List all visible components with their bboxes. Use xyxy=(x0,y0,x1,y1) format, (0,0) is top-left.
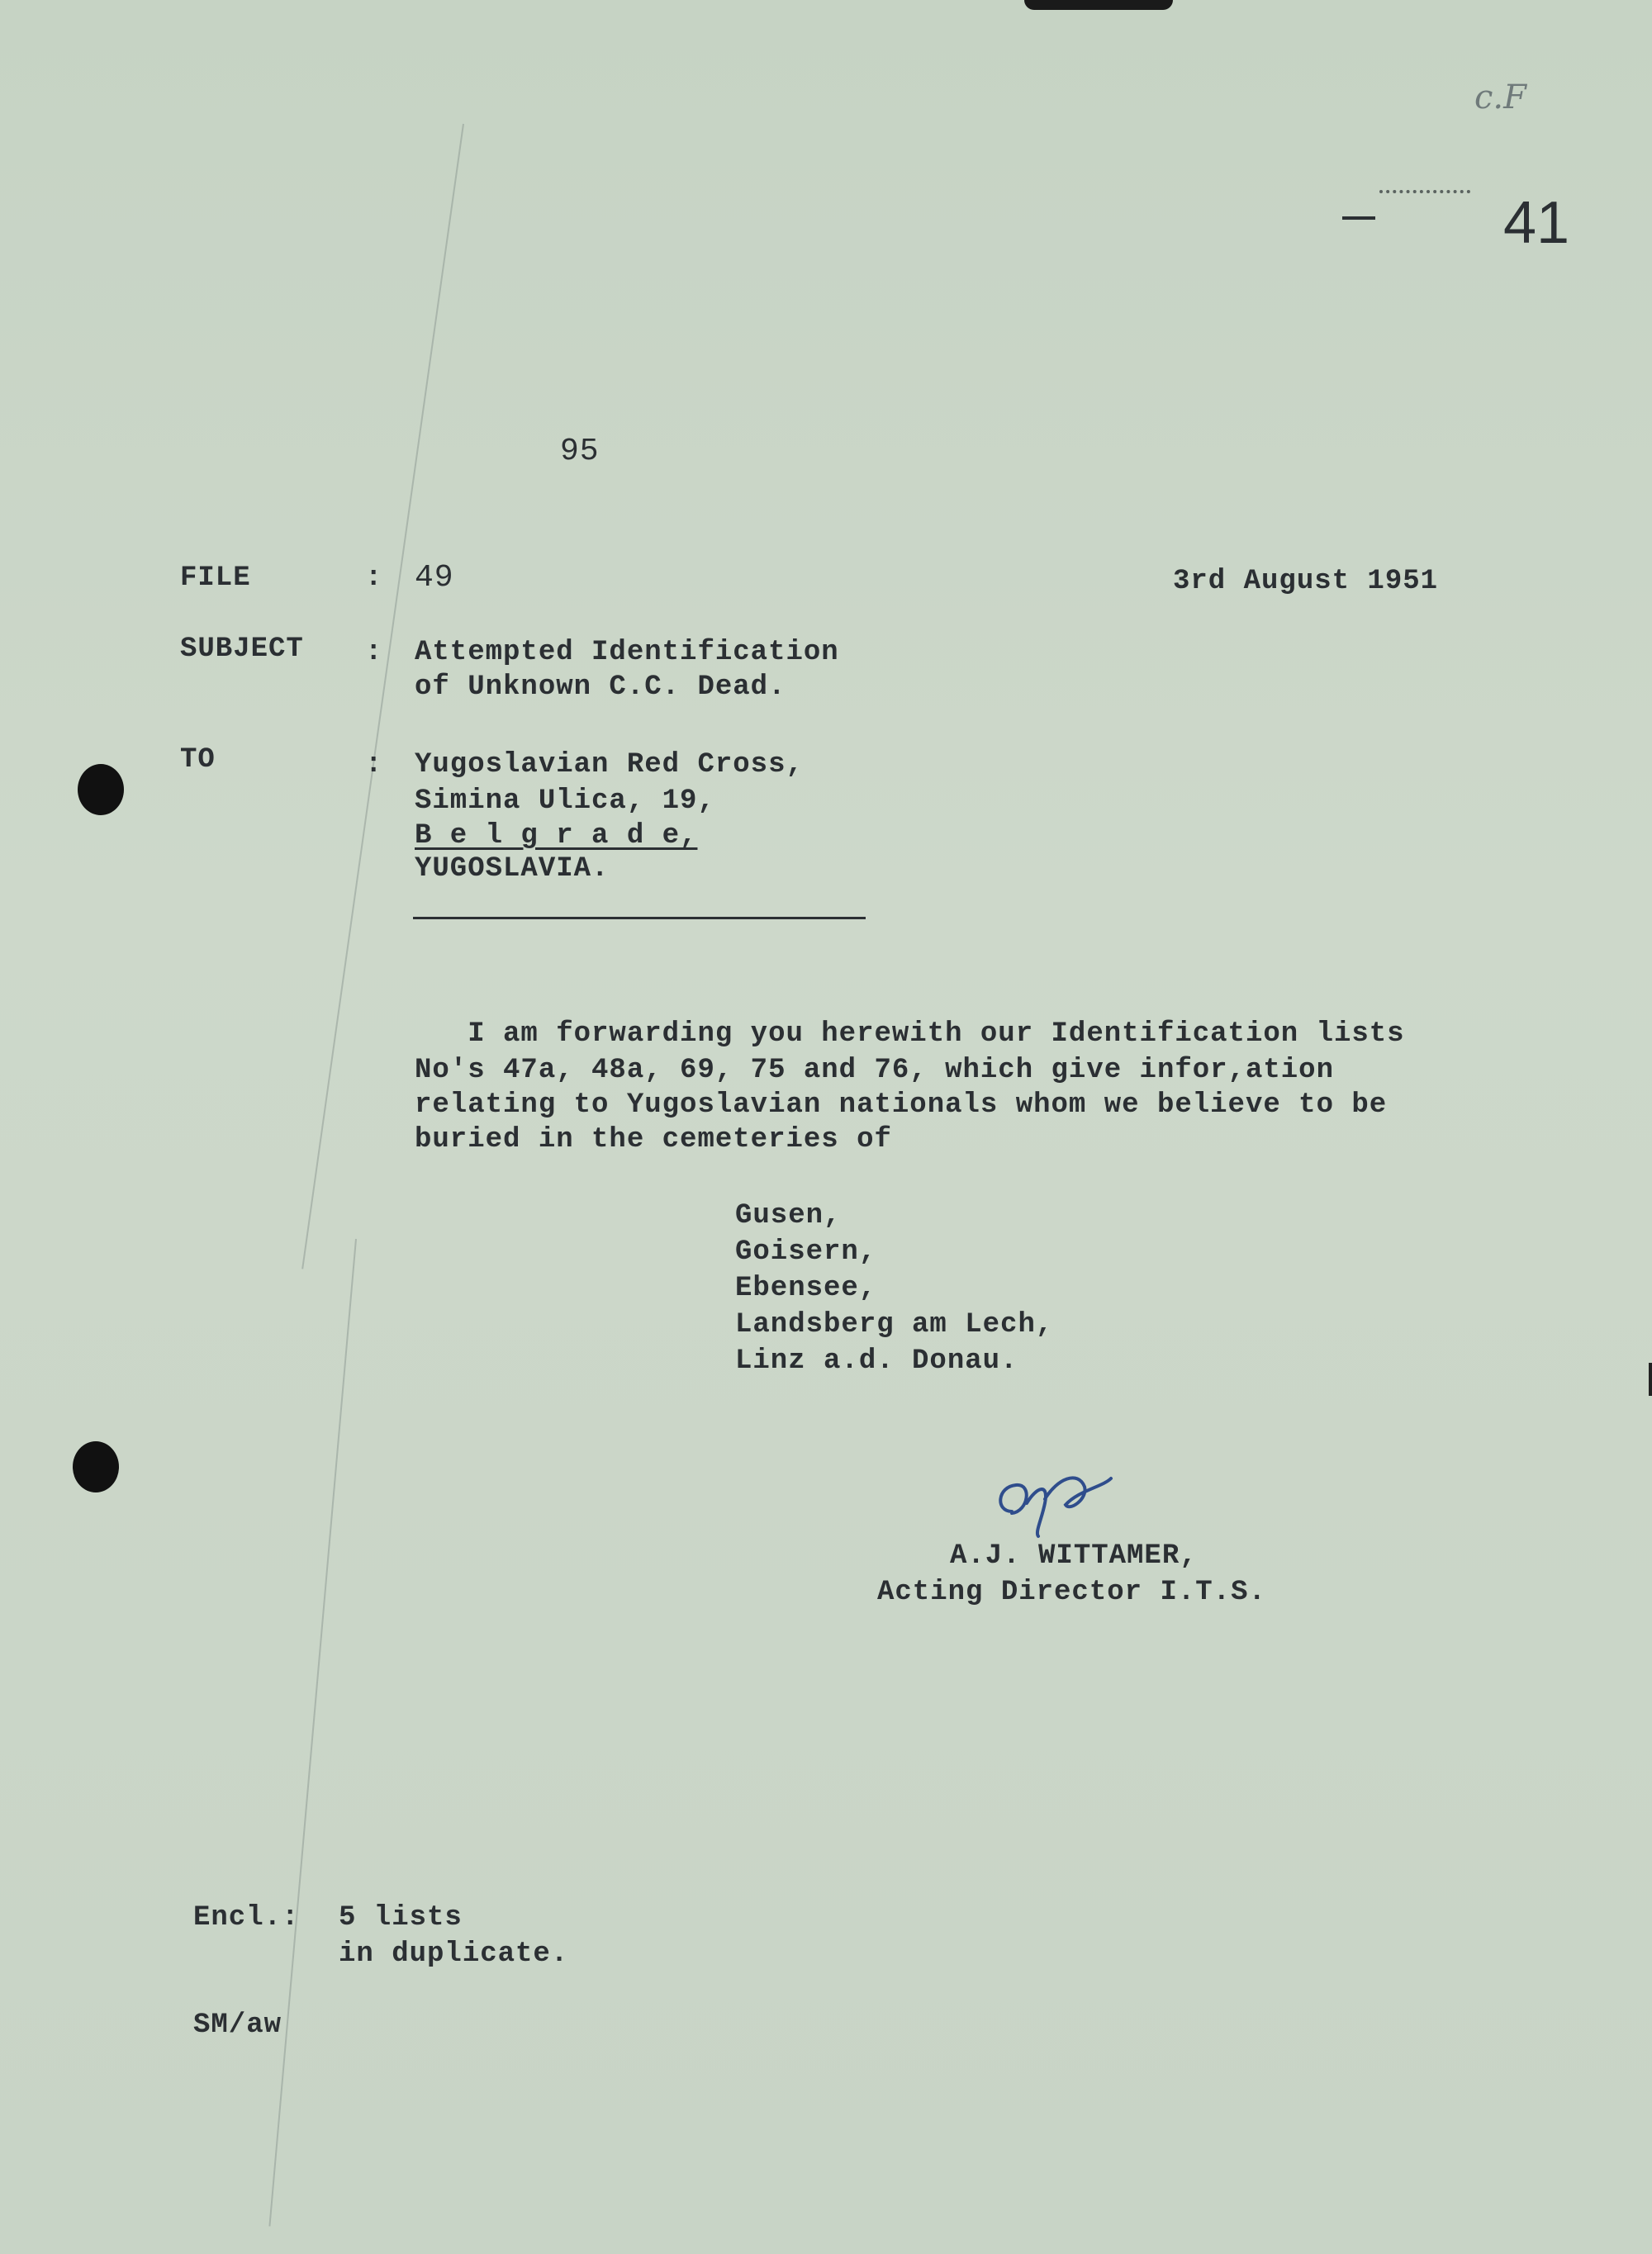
body-line-4: buried in the cemeteries of xyxy=(415,1124,892,1155)
stamp-dash xyxy=(1342,216,1375,220)
crease-line xyxy=(268,1239,357,2227)
punch-hole-lower xyxy=(73,1441,119,1492)
place-3: Ebensee, xyxy=(735,1273,877,1304)
letter-date: 3rd August 1951 xyxy=(1173,566,1439,597)
place-1: Gusen, xyxy=(735,1200,842,1231)
punch-hole-upper xyxy=(78,764,124,815)
file-label: FILE xyxy=(180,562,251,594)
edge-mark xyxy=(1649,1363,1652,1396)
enclosure-line-2: in duplicate. xyxy=(339,1938,569,1970)
binding-clip-shadow xyxy=(1024,0,1173,10)
body-line-1: I am forwarding you herewith our Identification lists xyxy=(415,1018,1405,1050)
address-rule xyxy=(413,917,866,919)
reference-initials: SM/aw xyxy=(193,2010,282,2041)
place-5: Linz a.d. Donau. xyxy=(735,1345,1018,1377)
file-colon: : xyxy=(365,562,383,594)
enclosure-label: Encl.: xyxy=(193,1902,300,1934)
body-line-2: No's 47a, 48a, 69, 75 and 76, which give infor,ation xyxy=(415,1055,1334,1086)
corner-note: c.F xyxy=(1474,78,1526,116)
to-label: TO xyxy=(180,744,216,776)
page-number: 95 xyxy=(560,434,600,469)
subject-label: SUBJECT xyxy=(180,633,304,665)
address-line-3: B e l g r a d e, xyxy=(415,820,698,852)
signatory-name: A.J. WITTAMER, xyxy=(950,1540,1198,1572)
address-line-4: YUGOSLAVIA. xyxy=(415,853,610,885)
handwritten-signature xyxy=(987,1454,1127,1545)
signatory-title: Acting Director I.T.S. xyxy=(877,1577,1266,1608)
file-value: 49 xyxy=(415,560,454,596)
place-4: Landsberg am Lech, xyxy=(735,1309,1054,1341)
to-colon: : xyxy=(365,749,383,781)
subject-line-2: of Unknown C.C. Dead. xyxy=(415,671,786,703)
subject-colon: : xyxy=(365,637,383,668)
place-2: Goisern, xyxy=(735,1236,877,1268)
stamp-dots xyxy=(1379,190,1470,197)
body-line-3: relating to Yugoslavian nationals whom we believe to be xyxy=(415,1089,1388,1121)
subject-line-1: Attempted Identification xyxy=(415,637,839,668)
enclosure-line-1: 5 lists xyxy=(339,1902,463,1934)
address-line-1: Yugoslavian Red Cross, xyxy=(415,749,804,781)
address-line-2: Simina Ulica, 19, xyxy=(415,785,715,817)
stamp-number: 41 xyxy=(1503,190,1570,256)
